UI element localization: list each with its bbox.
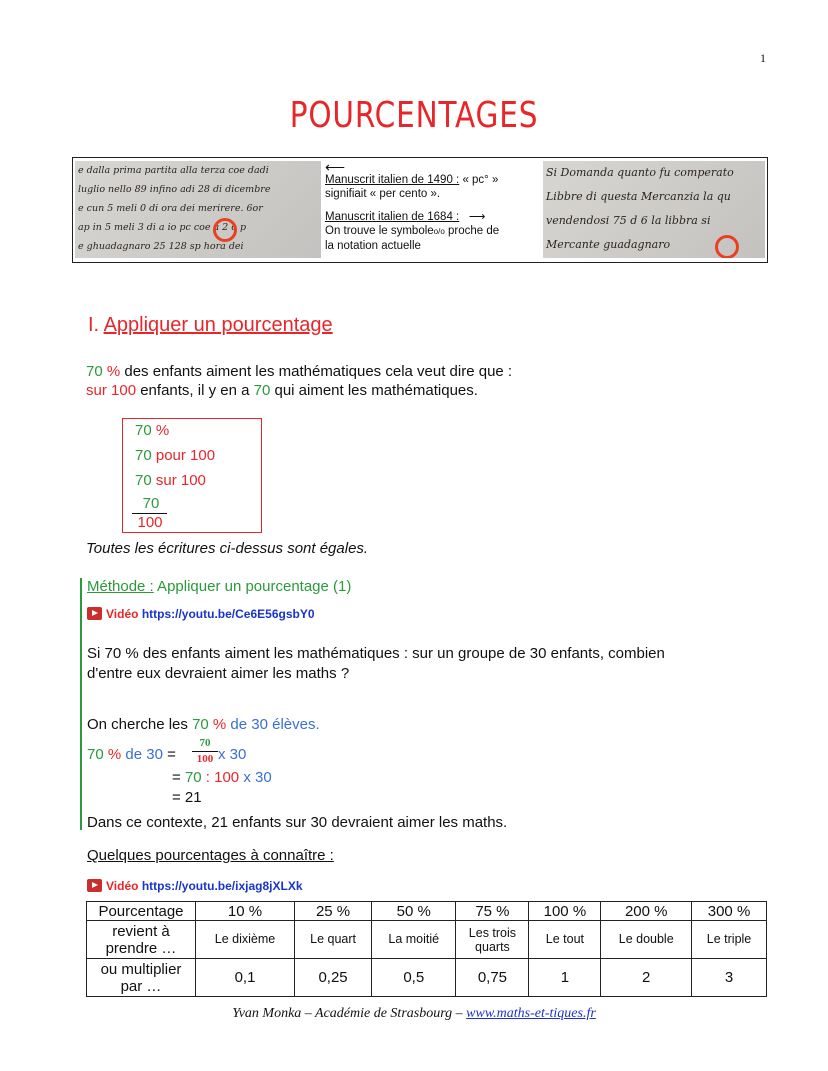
table-cell: 50 % — [372, 902, 456, 921]
table-cell: ou multiplier par … — [87, 959, 196, 997]
method-heading — [87, 578, 351, 595]
text: d'entre eux devraient aimer les maths ? — [87, 665, 350, 682]
box-line — [135, 472, 206, 489]
table-cell: Le dixième — [196, 921, 295, 959]
text: = — [172, 769, 185, 786]
footer — [0, 1005, 828, 1022]
table-cell: 200 % — [601, 902, 692, 921]
text: 70 — [86, 363, 103, 380]
footer-link[interactable]: www.maths-et-tiques.fr — [466, 1006, 596, 1021]
table-cell: 0,75 — [456, 959, 529, 997]
fraction-denominator: 100 — [196, 753, 214, 765]
section-heading — [88, 314, 333, 337]
caption-1684 — [325, 210, 499, 253]
conclusion: Dans ce contexte, 21 enfants sur 30 devraient aimer les maths. — [87, 814, 508, 831]
ms-line: ap in 5 meli 3 di a io pc coe a 2 o p — [78, 222, 247, 233]
ms-line: luglio nello 89 infino adi 28 di dicembre — [78, 184, 271, 195]
table-row — [87, 921, 767, 959]
caption-1490 — [325, 173, 498, 201]
table-row — [87, 959, 767, 997]
text: x 30 — [218, 746, 247, 763]
solution-line-3 — [172, 769, 272, 786]
fraction-bar — [192, 751, 218, 752]
ms-line: Libbre di questa Mercanzia la qu — [546, 190, 731, 203]
table-cell: 1 — [529, 959, 601, 997]
text: sur 100 — [151, 472, 206, 489]
video-play-icon — [87, 879, 102, 892]
text: 70 — [135, 422, 152, 439]
page-title: POURCENTAGES — [289, 95, 539, 136]
solution-result: = 21 — [172, 789, 202, 806]
video-link-1 — [87, 606, 315, 623]
table-cell: 10 % — [196, 902, 295, 921]
text: enfants, il y en a — [136, 382, 254, 399]
arrow-right-icon: ⟶ — [468, 211, 486, 223]
table-cell: 300 % — [692, 902, 767, 921]
text: 70 — [192, 716, 209, 733]
ms-line: vendendosi 75 d 6 la libbra si — [546, 214, 711, 227]
text: 70 — [87, 746, 104, 763]
table-cell: 25 % — [295, 902, 372, 921]
table-cell: Le triple — [692, 921, 767, 959]
text: On cherche les — [87, 716, 193, 733]
table-cell: Les trois quarts — [456, 921, 529, 959]
caption-text: « pc° » — [459, 174, 499, 186]
table-cell: Le double — [601, 921, 692, 959]
ms-line: Mercante guadagnaro — [546, 238, 671, 251]
percent-symbol: o/o — [433, 227, 445, 236]
text: = — [162, 746, 176, 763]
table-cell: revient à prendre … — [87, 921, 196, 959]
table-cell: La moitié — [372, 921, 456, 959]
solution-line-1 — [87, 716, 320, 733]
method-title: Appliquer un pourcentage (1) — [153, 578, 352, 595]
percentages-table — [86, 901, 767, 997]
text: des enfants aiment les mathématiques cela veut dire que : — [120, 363, 513, 380]
method-margin-line — [80, 578, 82, 830]
known-percentages-title: Quelques pourcentages à connaître : — [87, 847, 334, 864]
ms-line: Si Domanda quanto fu comperato — [546, 166, 734, 179]
table-cell: 100 % — [529, 902, 601, 921]
ms-line: e cun 5 meli 0 di ora dei merirere. 6or — [78, 203, 263, 214]
caption-text: proche de — [444, 225, 500, 237]
footer-text: Yvan Monka – Académie de Strasbourg – — [232, 1006, 467, 1021]
ms-line: e dalla prima partita alla terza coe dadi — [78, 165, 269, 176]
caption-text: On trouve le symbole — [325, 225, 434, 237]
table-cell: 75 % — [456, 902, 529, 921]
highlight-circle — [213, 218, 237, 242]
video-label: Vidéo — [106, 607, 139, 621]
intro-text — [86, 362, 512, 400]
ms-line: e ghuadagnaro 25 128 sp hora dei — [78, 241, 244, 252]
video-url-link[interactable]: https://youtu.be/Ce6E56gsbY0 — [141, 607, 315, 621]
box-line — [135, 422, 169, 439]
manuscript-1684-image — [543, 161, 765, 258]
table-cell: Le quart — [295, 921, 372, 959]
highlight-circle — [715, 235, 739, 258]
page-number: 1 — [760, 51, 766, 65]
caption-text: la notation actuelle — [325, 240, 421, 252]
table-cell: 0,1 — [196, 959, 295, 997]
table-cell: 2 — [601, 959, 692, 997]
text: de 30 élèves. — [226, 716, 320, 733]
solution-line-2 — [87, 746, 176, 763]
equal-note: Toutes les écritures ci-dessus sont égales. — [86, 540, 369, 557]
fraction-denominator: 100 — [137, 514, 163, 531]
text: 70 — [253, 382, 271, 399]
manuscript-1490-image — [75, 161, 321, 258]
caption-label: Manuscrit italien de 1490 : — [325, 174, 460, 186]
fraction-numerator: 70 — [142, 495, 160, 512]
video-play-icon — [87, 607, 102, 620]
table-cell: 0,25 — [295, 959, 372, 997]
question — [87, 644, 665, 684]
table-cell: Le tout — [529, 921, 601, 959]
caption-label: Manuscrit italien de 1684 : — [325, 211, 460, 223]
text: 70 — [135, 472, 152, 489]
box-line — [135, 447, 215, 464]
fraction-numerator: 70 — [199, 737, 211, 749]
text: % — [103, 746, 122, 763]
video-url-link[interactable]: https://youtu.be/ixjag8jXLXk — [141, 879, 303, 893]
section-title: Appliquer un pourcentage — [103, 314, 333, 336]
video-link-2 — [87, 878, 303, 895]
caption-text: signifiait « per cento ». — [325, 188, 441, 200]
text: 70 — [135, 447, 152, 464]
text: pour 100 — [151, 447, 216, 464]
section-number: I. — [88, 314, 104, 336]
video-label: Vidéo — [106, 879, 139, 893]
arrow-left-icon: ⟵ — [325, 159, 346, 175]
table-cell: 3 — [692, 959, 767, 997]
table-row — [87, 902, 767, 921]
history-box — [72, 157, 768, 263]
text: % — [151, 422, 170, 439]
text: : 100 — [201, 769, 240, 786]
equivalence-box — [122, 418, 262, 533]
table-cell: Pourcentage — [87, 902, 196, 921]
text: qui aiment les mathématiques. — [270, 382, 478, 399]
text: % — [208, 716, 227, 733]
method-label: Méthode : — [87, 578, 154, 595]
text: de 30 — [121, 746, 163, 763]
text: % — [102, 363, 121, 380]
text: sur 100 — [86, 382, 137, 399]
text: 70 — [184, 769, 202, 786]
text: x 30 — [239, 769, 272, 786]
text: Si 70 % des enfants aiment les mathématiques : sur un groupe de 30 enfants, combien — [87, 645, 665, 662]
table-cell: 0,5 — [372, 959, 456, 997]
